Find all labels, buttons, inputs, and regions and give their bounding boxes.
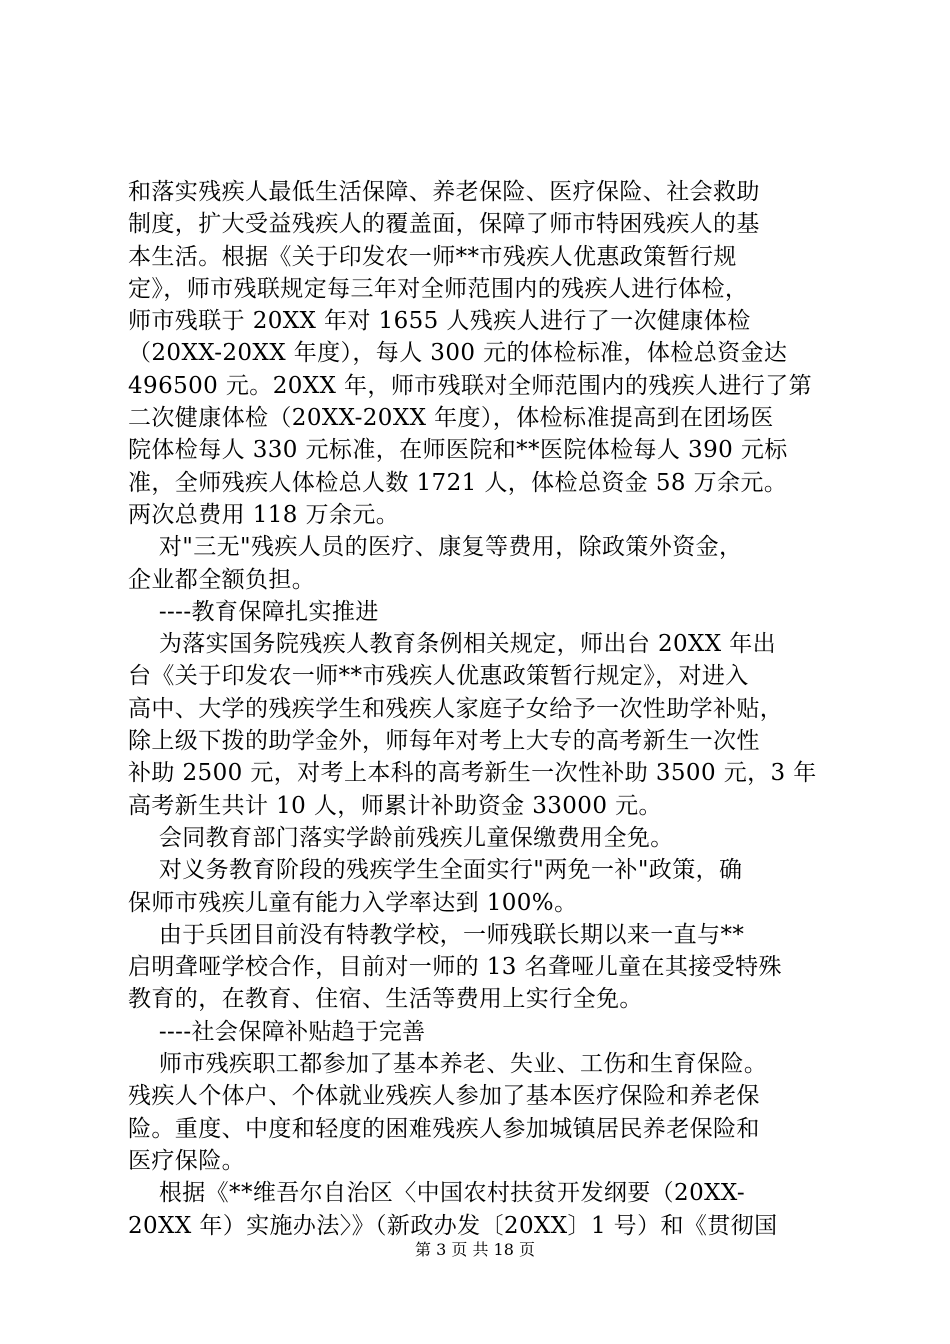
text-line: （20XX-20XX 年度），每人 300 元的体检标准，体检总资金达 <box>128 340 788 367</box>
text-line: 师市残联于 20XX 年对 1655 人残疾人进行了一次健康体检 <box>128 308 751 335</box>
text-line: 二次健康体检（20XX-20XX 年度），体检标准提高到在团场医 <box>128 405 774 432</box>
text-line: 本生活。根据《关于印发农一师**市残疾人优惠政策暂行规 <box>128 243 737 270</box>
text-line: 医疗保险。 <box>128 1147 245 1174</box>
text-line: 除上级下拨的助学金外，师每年对考上大专的高考新生一次性 <box>128 728 760 755</box>
section-heading: ----社会保障补贴趋于完善 <box>128 1018 426 1045</box>
text-line: 20XX 年）实施办法〉》（新政办发〔20XX〕1 号）和《贯彻国 <box>128 1212 778 1239</box>
text-line: 教育的，在教育、住宿、生活等费用上实行全免。 <box>128 986 643 1013</box>
text-line: 台《关于印发农一师**市残疾人优惠政策暂行规定》，对进入 <box>128 663 749 690</box>
text-line: 准，全师残疾人体检总人数 1721 人，体检总资金 58 万余元。 <box>128 469 788 496</box>
text-line: 险。重度、中度和轻度的困难残疾人参加城镇居民养老保险和 <box>128 1115 760 1142</box>
document-body <box>128 176 830 1242</box>
text-line: 补助 2500 元，对考上本科的高考新生一次性补助 3500 元，3 年 <box>128 760 817 787</box>
text-line: 保师市残疾儿童有能力入学率达到 100%。 <box>128 889 578 916</box>
section-heading: ----教育保障扎实推进 <box>128 598 379 625</box>
text-line: 定》，师市残联规定每三年对全师范围内的残疾人进行体检， <box>128 275 749 302</box>
text-line: 根据《**维吾尔自治区〈中国农村扶贫开发纲要（20XX- <box>128 1180 746 1207</box>
text-line: 496500 元。20XX 年，师市残联对全师范围内的残疾人进行了第 <box>128 372 813 399</box>
text-line: 院体检每人 330 元标准，在师医院和**医院体检每人 390 元标 <box>128 437 788 464</box>
text-line: 高中、大学的残疾学生和残疾人家庭子女给予一次性助学补贴， <box>128 695 784 722</box>
text-line: 高考新生共计 10 人，师累计补助资金 33000 元。 <box>128 792 662 819</box>
text-line: 师市残疾职工都参加了基本养老、失业、工伤和生育保险。 <box>128 1051 768 1078</box>
text-line: 为落实国务院残疾人教育条例相关规定，师出台 20XX 年出 <box>128 631 777 658</box>
text-line: 对"三无"残疾人员的医疗、康复等费用，除政策外资金， <box>128 534 743 561</box>
text-line: 对义务教育阶段的残疾学生全面实行"两免一补"政策，确 <box>128 857 743 884</box>
text-line: 两次总费用 118 万余元。 <box>128 501 400 528</box>
text-line: 启明聋哑学校合作，目前对一师的 13 名聋哑儿童在其接受特殊 <box>128 954 782 981</box>
text-line: 残疾人个体户、个体就业残疾人参加了基本医疗保险和养老保 <box>128 1083 760 1110</box>
text-line: 会同教育部门落实学龄前残疾儿童保缴费用全免。 <box>128 824 674 851</box>
text-line: 企业都全额负担。 <box>128 566 316 593</box>
text-line: 制度，扩大受益残疾人的覆盖面，保障了师市特困残疾人的基 <box>128 211 760 238</box>
text-line: 由于兵团目前没有特教学校，一师残联长期以来一直与** <box>128 921 745 948</box>
text-line: 和落实残疾人最低生活保障、养老保险、医疗保险、社会救助 <box>128 179 760 205</box>
page-number-footer: 第 3 页 共 18 页 <box>415 1240 535 1259</box>
